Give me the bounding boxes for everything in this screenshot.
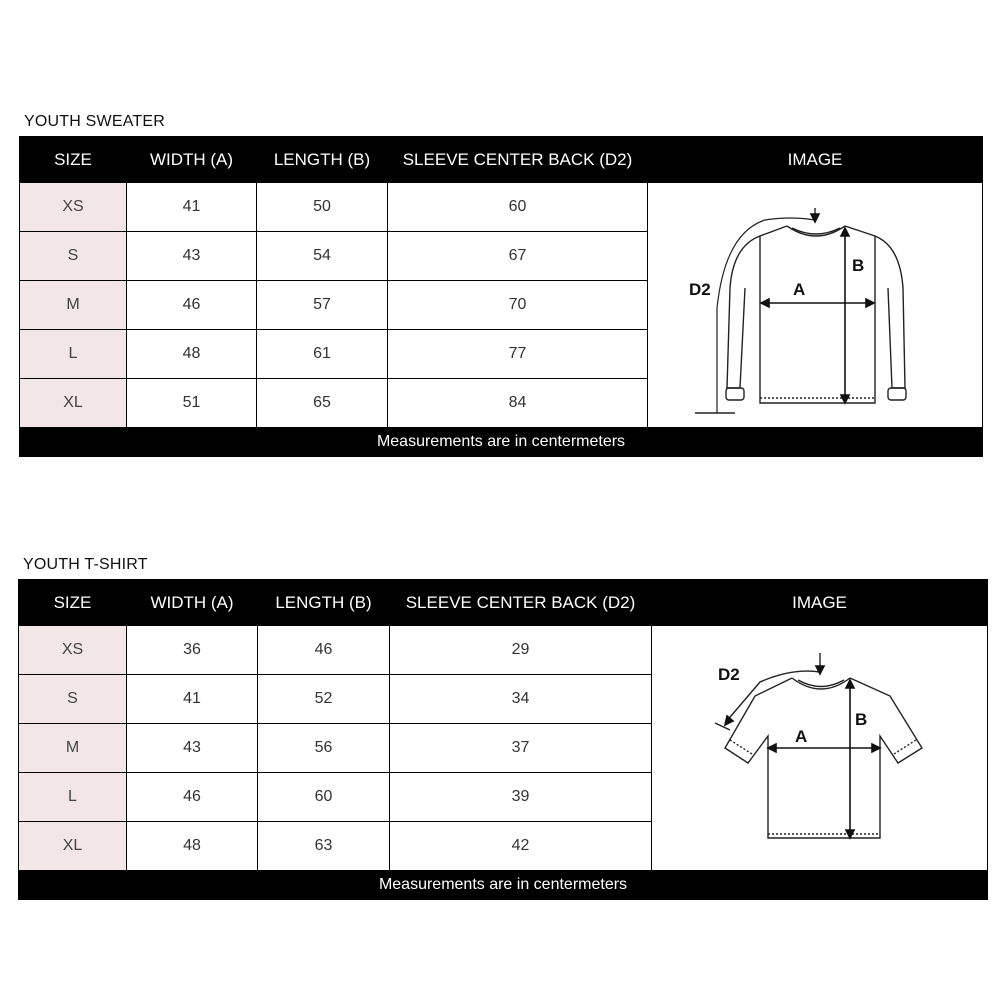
tshirt-image-cell	[652, 626, 988, 871]
sleeve-cell: 39	[390, 773, 652, 822]
sleeve-cell: 34	[390, 675, 652, 724]
size-cell: L	[19, 773, 127, 822]
size-cell: XL	[19, 822, 127, 871]
size-cell: XS	[20, 183, 127, 232]
table-header-row	[20, 137, 983, 183]
width-cell: 48	[127, 330, 257, 379]
measurement-note: Measurements are in centermeters	[19, 871, 988, 900]
label-a: A	[793, 279, 806, 299]
length-cell: 50	[257, 183, 388, 232]
width-cell: 46	[127, 281, 257, 330]
table-header-row	[19, 580, 988, 626]
sleeve-cell: 67	[388, 232, 648, 281]
sleeve-cell: 70	[388, 281, 648, 330]
header-length: LENGTH (B)	[257, 137, 388, 183]
size-cell: XS	[19, 626, 127, 675]
width-cell: 46	[127, 773, 258, 822]
header-size: SIZE	[20, 137, 127, 183]
label-d2: D2	[689, 279, 711, 299]
table-row	[19, 626, 988, 675]
width-cell: 48	[127, 822, 258, 871]
size-cell: S	[20, 232, 127, 281]
sleeve-cell: 42	[390, 822, 652, 871]
width-cell: 36	[127, 626, 258, 675]
table-footer-row	[19, 871, 988, 900]
header-image: IMAGE	[652, 580, 988, 626]
sleeve-cell: 29	[390, 626, 652, 675]
header-width: WIDTH (A)	[127, 137, 257, 183]
sweater-table-title: YOUTH SWEATER	[24, 113, 165, 130]
tshirt-diagram-icon	[700, 638, 940, 858]
length-cell: 60	[258, 773, 390, 822]
length-cell: 56	[258, 724, 390, 773]
width-cell: 43	[127, 724, 258, 773]
sweater-size-table	[19, 136, 983, 457]
header-sleeve: SLEEVE CENTER BACK (D2)	[388, 137, 648, 183]
length-cell: 46	[258, 626, 390, 675]
measurement-note: Measurements are in centermeters	[20, 428, 983, 457]
sweater-diagram-icon	[689, 198, 935, 413]
length-cell: 57	[257, 281, 388, 330]
width-cell: 41	[127, 183, 257, 232]
sleeve-cell: 84	[388, 379, 648, 428]
label-a: A	[794, 727, 807, 746]
size-cell: M	[20, 281, 127, 330]
size-cell: L	[20, 330, 127, 379]
size-cell: XL	[20, 379, 127, 428]
size-cell: S	[19, 675, 127, 724]
width-cell: 43	[127, 232, 257, 281]
label-d2: D2	[717, 665, 740, 684]
width-cell: 41	[127, 675, 258, 724]
tshirt-table-title: YOUTH T-SHIRT	[23, 556, 148, 573]
width-cell: 51	[127, 379, 257, 428]
sleeve-cell: 60	[388, 183, 648, 232]
length-cell: 63	[258, 822, 390, 871]
length-cell: 61	[257, 330, 388, 379]
sweater-image-cell	[648, 183, 983, 428]
header-length: LENGTH (B)	[258, 580, 390, 626]
header-sleeve: SLEEVE CENTER BACK (D2)	[390, 580, 652, 626]
label-b: B	[854, 710, 867, 729]
size-cell: M	[19, 724, 127, 773]
length-cell: 65	[257, 379, 388, 428]
header-width: WIDTH (A)	[127, 580, 258, 626]
header-image: IMAGE	[648, 137, 983, 183]
sleeve-cell: 37	[390, 724, 652, 773]
tshirt-size-table	[18, 579, 988, 900]
length-cell: 54	[257, 232, 388, 281]
length-cell: 52	[258, 675, 390, 724]
table-footer-row	[20, 428, 983, 457]
header-size: SIZE	[19, 580, 127, 626]
table-row	[20, 183, 983, 232]
label-b: B	[852, 255, 865, 275]
sleeve-cell: 77	[388, 330, 648, 379]
